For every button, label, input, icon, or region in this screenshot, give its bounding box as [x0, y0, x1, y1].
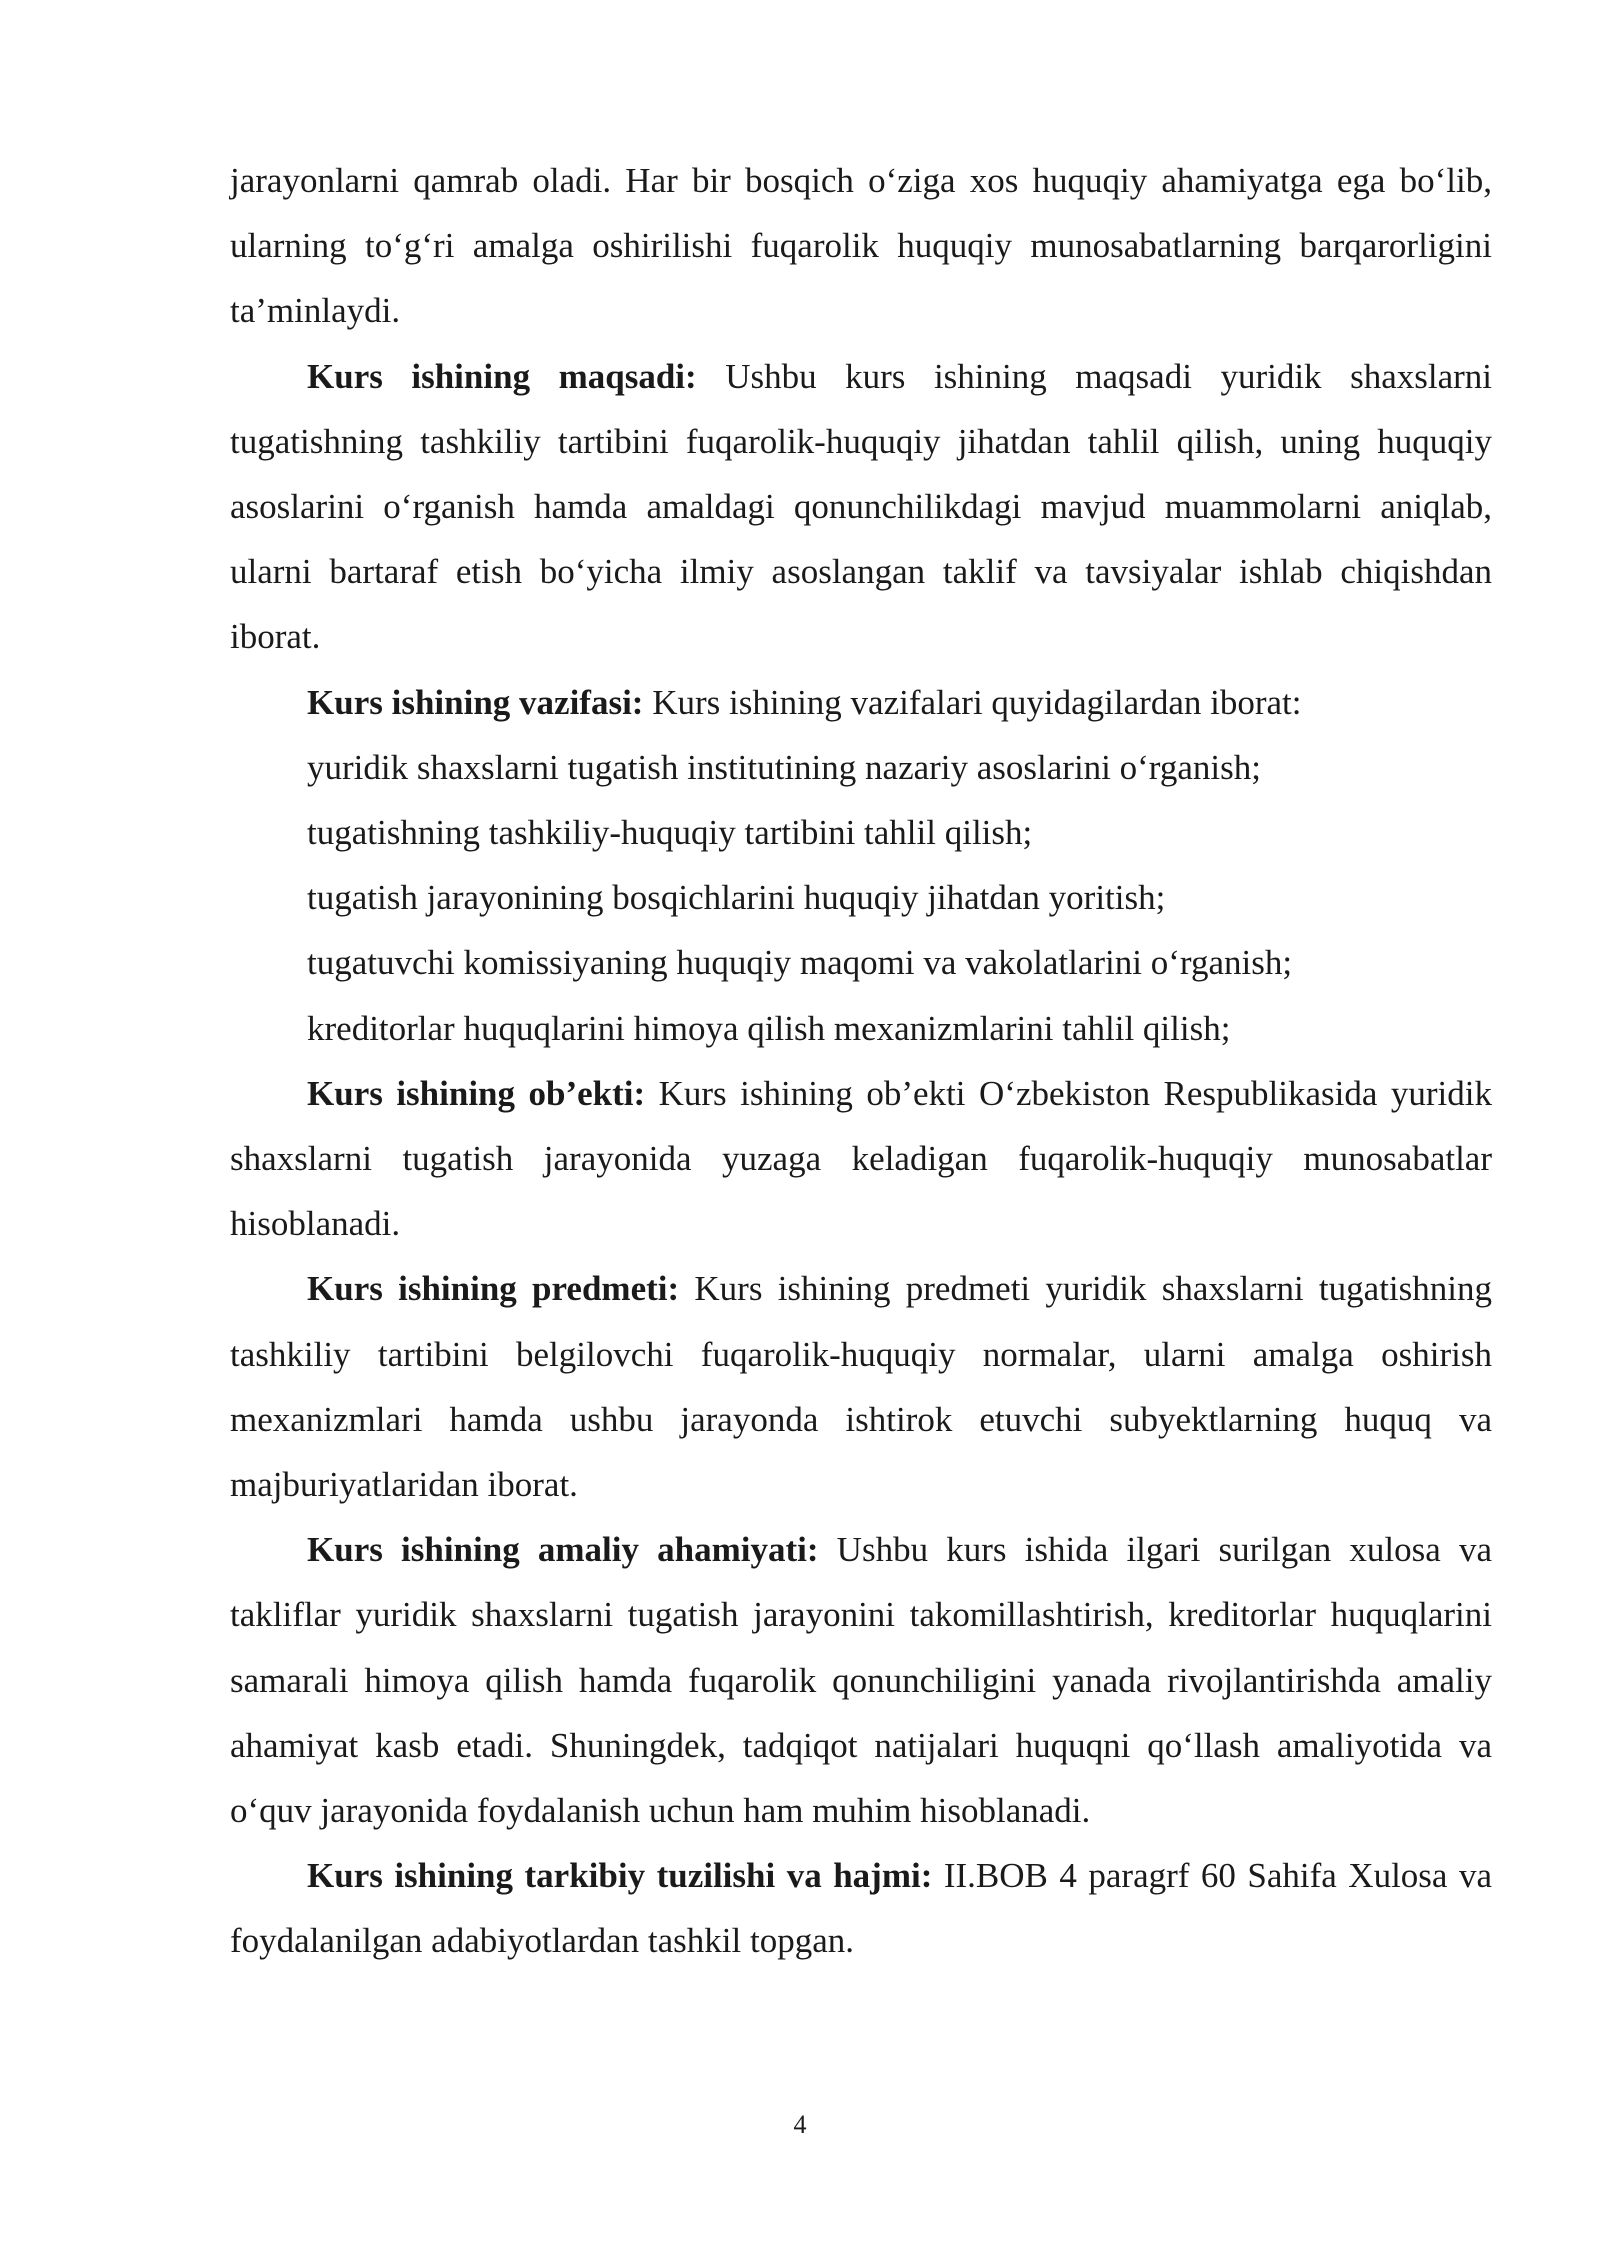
intro-paragraph: jarayonlarni qamrab oladi. Har bir bosqich o‘ziga xos huquqiy ahamiyatga ega bo‘lib, ularning to‘g‘ri amalga oshirilishi fuqarolik huquqiy munosabatlarning barqarorligini ta’minlaydi.	[230, 161, 1492, 331]
tasks-heading: Kurs ishining vazifasi:	[307, 682, 644, 722]
tasks-paragraph	[230, 670, 1492, 735]
subject-paragraph	[230, 1256, 1492, 1517]
practical-heading: Kurs ishining amaliy ahamiyati:	[307, 1530, 819, 1570]
task-item: yuridik shaxslarni tugatish institutining nazariy asoslarini o‘rganish;	[307, 747, 1261, 787]
structure-paragraph	[230, 1843, 1492, 1973]
page-number: 4	[793, 2110, 807, 2139]
structure-heading: Kurs ishining tarkibiy tuzilishi va hajmi:	[307, 1856, 933, 1896]
goal-text: Ushbu kurs ishining maqsadi yuridik shaxslarni tugatishning tashkiliy tartibini fuqarolik-huquqiy jihatdan tahlil qilish, uning huquqiy asoslarini o‘rganish hamda amaldagi qonunchilikdagi mavjud muammolarni aniqlab, ularni bartaraf etish bo‘yicha ilmiy asoslangan taklif va tavsiyalar ishlab chiqishdan iborat.	[230, 356, 1492, 657]
goal-heading: Kurs ishining maqsadi:	[307, 356, 697, 396]
object-paragraph	[230, 1061, 1492, 1257]
task-item: tugatishning tashkiliy-huquqiy tartibini tahlil qilish;	[307, 813, 1033, 853]
task-item: kreditorlar huquqlarini himoya qilish mexanizmlarini tahlil qilish;	[307, 1008, 1231, 1048]
object-heading: Kurs ishining ob’ekti:	[307, 1073, 646, 1113]
practical-paragraph	[230, 1517, 1492, 1843]
practical-text: Ushbu kurs ishida ilgari surilgan xulosa va takliflar yuridik shaxslarni tugatish jarayonini takomillashtirish, kreditorlar huquqlarini samarali himoya qilish hamda fuqarolik qonunchiligini yanada rivojlantirishda amaliy ahamiyat kasb etadi. Shuningdek, tadqiqot natijalari huquqni qo‘llash amaliyotida va o‘quv jarayonida foydalanish uchun ham muhim hisoblanadi.	[230, 1530, 1492, 1831]
page-body	[230, 148, 1492, 1974]
object-text: Kurs ishining ob’ekti O‘zbekiston Respublikasida yuridik shaxslarni tugatish jarayonida yuzaga keladigan fuqarolik-huquqiy munosabatlar hisoblanadi.	[230, 1073, 1492, 1244]
goal-paragraph	[230, 344, 1492, 670]
structure-text: II.BOB 4 paragrf 60 Sahifa Xulosa va foydalanilgan adabiyotlardan tashkil topgan.	[230, 1856, 1492, 1961]
task-item: tugatuvchi komissiyaning huquqiy maqomi va vakolatlarini o‘rganish;	[307, 943, 1293, 983]
tasks-text: Kurs ishining vazifalari quyidagilardan iborat:	[643, 682, 1302, 722]
subject-text: Kurs ishining predmeti yuridik shaxslarni tugatishning tashkiliy tartibini belgilovchi fuqarolik-huquqiy normalar, ularni amalga oshirish mexanizmlari hamda ushbu jarayonda ishtirok etuvchi subyektlarning huquq va majburiyatlaridan iborat.	[230, 1269, 1492, 1505]
task-item: tugatish jarayonining bosqichlarini huquqiy jihatdan yoritish;	[307, 878, 1166, 918]
subject-heading: Kurs ishining predmeti:	[307, 1269, 680, 1309]
